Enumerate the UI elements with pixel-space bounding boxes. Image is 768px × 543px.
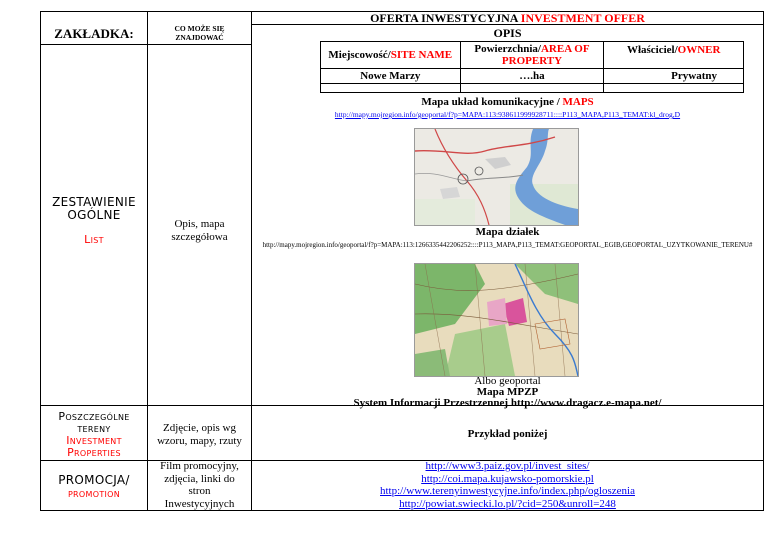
opis-header: OPIS — [493, 26, 522, 40]
title-en: INVESTMENT OFFER — [520, 11, 645, 25]
site-name-header — [321, 42, 461, 69]
promotion-link[interactable]: http://coi.mapa.kujawsko-pomorskie.pl — [421, 472, 594, 485]
section-title-line: ZESTAWIENIE — [52, 195, 136, 209]
maps-link[interactable]: http://mapy.mojregion.info/geoportal/f?p=MAPA:113:938611999928711::::P113_MAPA,P113_TEMAT:kl_drog,D — [334, 110, 681, 119]
table-border-right — [763, 11, 764, 511]
section-promotion-title — [41, 473, 147, 501]
section-subtitle-line: promotion — [67, 487, 121, 500]
contents-line: stron — [188, 485, 211, 497]
header-en: AREA OF PROPERTY — [501, 43, 590, 67]
section-title-line: tereny — [77, 422, 111, 435]
empty-cell — [604, 84, 744, 93]
contents-header-line: ZNAJDOWAĆ — [175, 33, 224, 42]
contents-header-line: CO MOŻE SIĘ — [174, 24, 225, 33]
contents-line: Inwestycyjnych — [164, 497, 235, 510]
section-properties-title — [41, 411, 147, 459]
area-value: ….ha — [460, 69, 604, 84]
plots-link[interactable]: http://mapy.mojregion.info/geoportal/f?p=MAPA:113:1266335442206252::::P113_MAPA,P113_TEMAT:GEOPORTAL_EGIB,GEOPORTAL_UZYTKOWANIE_TERENU# — [262, 241, 753, 249]
site-name-value: Nowe Marzy — [321, 69, 461, 84]
section-list-contents — [148, 218, 251, 244]
example-below: Przykład poniżej — [467, 428, 548, 440]
contents-line: szczegółowa — [171, 231, 228, 243]
header-pl: Właściciel/ — [626, 44, 678, 56]
contents-line: Zdjęcie, opis wg — [162, 422, 236, 434]
mpzp-heading: Mapa MPZP — [476, 386, 539, 398]
empty-cell — [460, 84, 604, 93]
owner-header — [604, 42, 744, 69]
zakladka-header: ZAKŁADKA: — [54, 26, 134, 41]
empty-cell — [321, 84, 461, 93]
section-subtitle-line: Properties — [67, 446, 121, 459]
plot-map-drawing — [415, 264, 578, 376]
section-title-line: Poszczególne — [58, 410, 130, 423]
area-header — [460, 42, 604, 69]
header-divider — [40, 44, 251, 45]
section-properties-contents — [148, 422, 251, 448]
or-geoportal: Albo geoportal — [474, 375, 541, 387]
section-list-title — [41, 196, 147, 222]
system-info — [252, 397, 763, 409]
section-title-line: OGÓLNE — [67, 208, 121, 222]
system-info-link[interactable]: http://www.dragacz.e-mapa.net/ — [510, 397, 662, 409]
title-pl: OFERTA INWESTYCYJNA — [370, 11, 518, 25]
maps-heading — [252, 96, 763, 108]
header-en: OWNER — [677, 44, 721, 56]
promotion-link[interactable]: http://www.terenyinwestycyjne.info/index.php/ogloszenia — [380, 485, 635, 497]
section-subtitle-line: Investment — [66, 434, 122, 447]
header-pl: Powierzchnia/ — [474, 43, 541, 55]
site-info-table — [320, 41, 744, 93]
header-en: SITE NAME — [390, 49, 453, 61]
table-border-bottom — [40, 510, 764, 511]
section-list-subtitle: List — [84, 233, 104, 246]
maps-heading-pl: Mapa układ komunikacyjne / — [421, 96, 563, 108]
road-map-drawing — [415, 129, 578, 225]
road-map-image — [414, 128, 579, 226]
contents-line: zdjęcia, linki do — [164, 472, 235, 485]
plots-heading: Mapa działek — [475, 226, 540, 238]
contents-line: Film promocyjny, — [160, 460, 239, 472]
header-pl: Miejscowość/ — [328, 49, 391, 61]
maps-heading-en: MAPS — [562, 96, 594, 108]
plot-map-image — [414, 263, 579, 377]
promotion-link[interactable]: http://powiat.swiecki.lo.pl/?cid=250&unroll=248 — [399, 497, 616, 510]
contents-line: wzoru, mapy, rzuty — [157, 435, 242, 447]
section-promotion-contents — [148, 460, 251, 510]
section-title-line: PROMOCJA/ — [58, 473, 130, 487]
contents-line: Opis, mapa — [174, 218, 225, 230]
contents-header — [148, 24, 251, 42]
system-info-label: System Informacji Przestrzennej — [353, 397, 509, 409]
promotion-links — [252, 460, 763, 510]
promotion-link[interactable]: http://www3.paiz.gov.pl/invest_sites/ — [425, 460, 590, 472]
page-title — [252, 11, 763, 25]
owner-value: Prywatny — [604, 69, 744, 84]
